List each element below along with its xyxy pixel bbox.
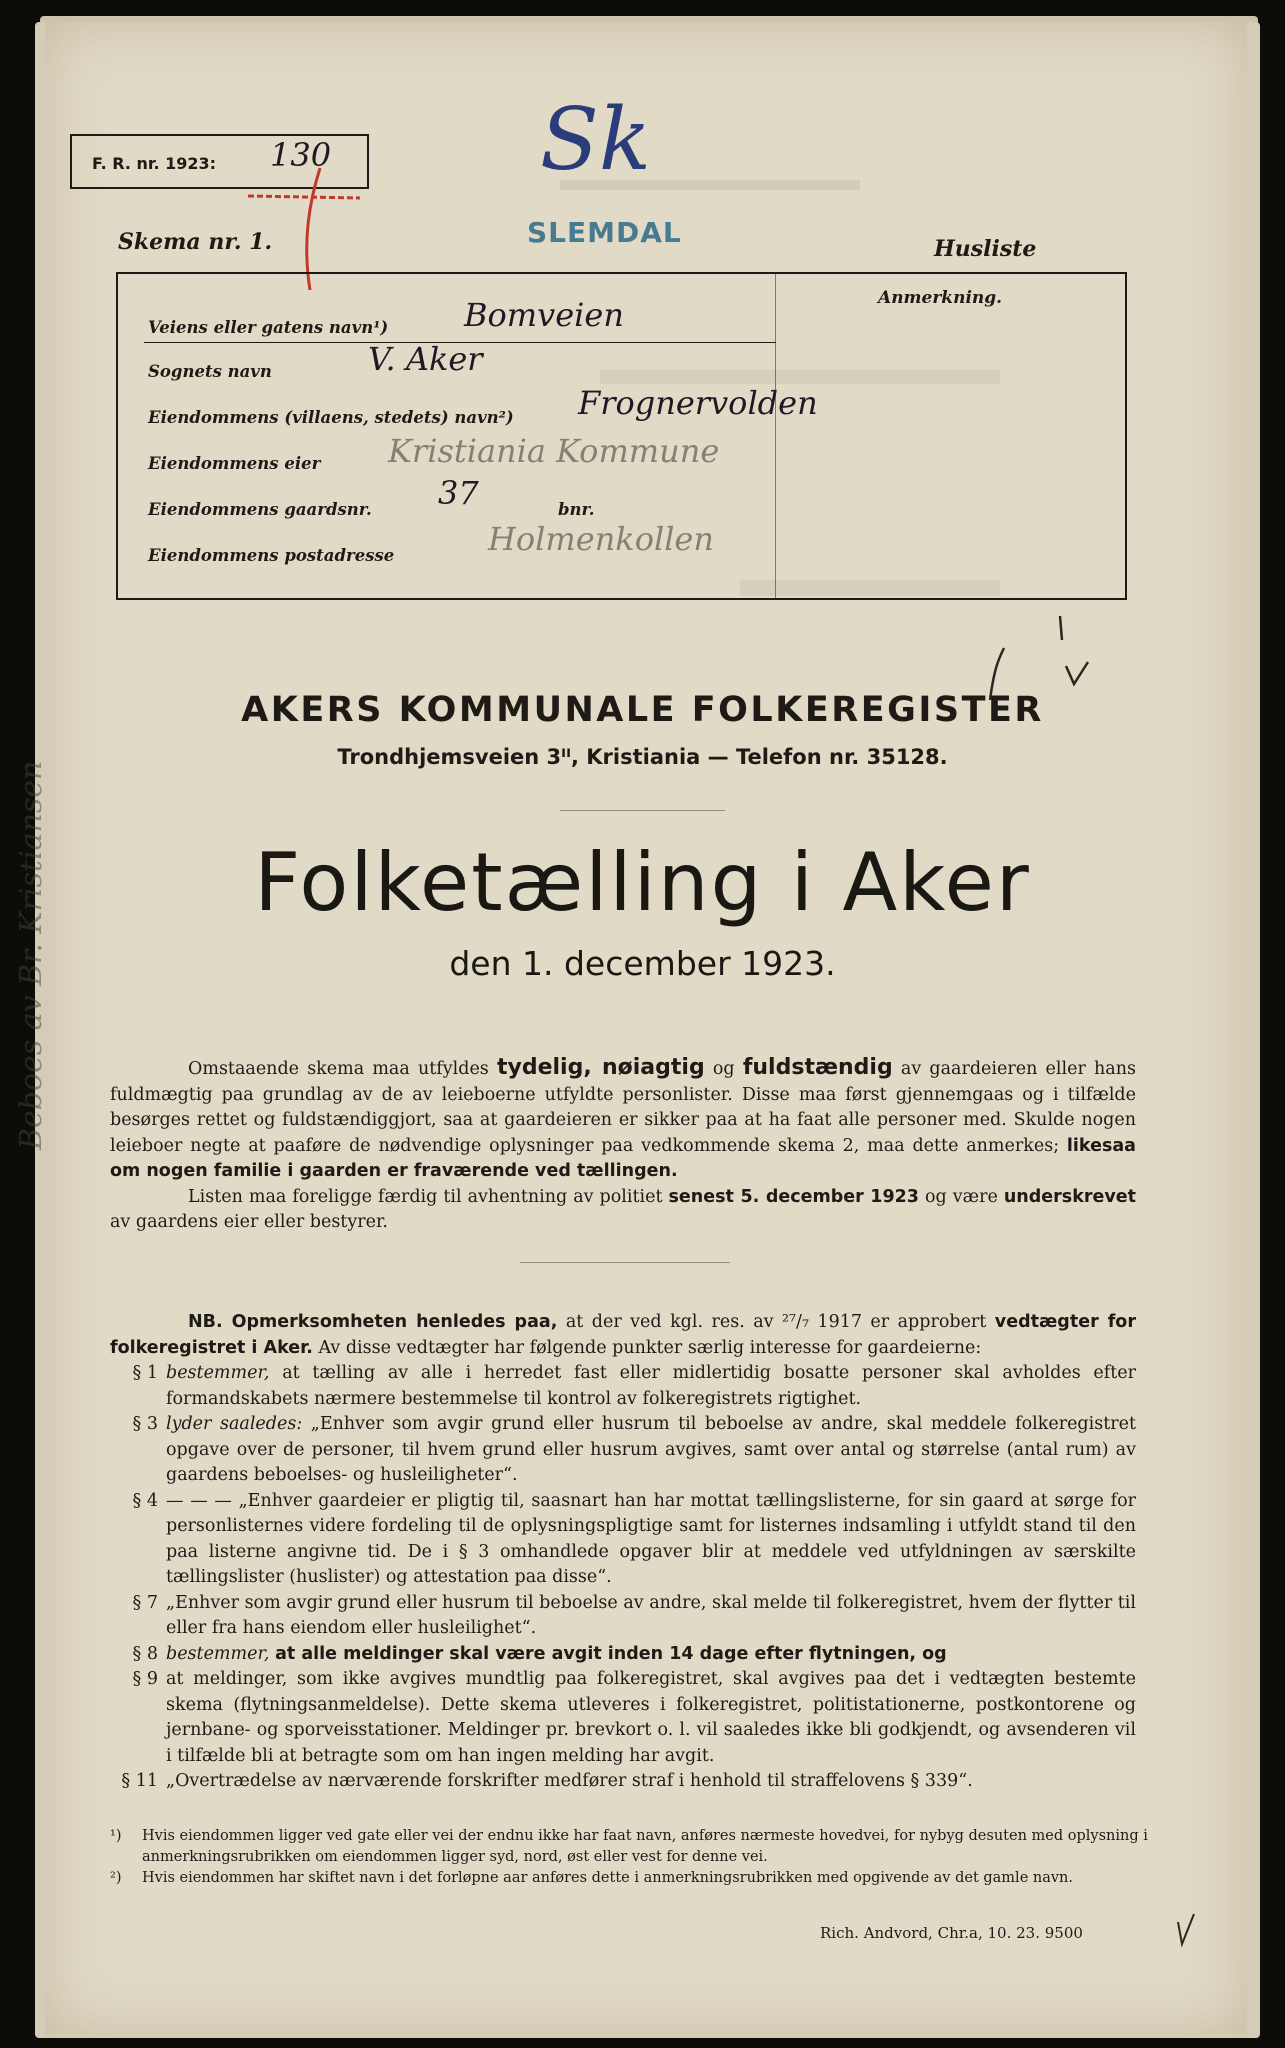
nb-paragraph — [110, 1310, 1136, 1361]
deadline-text: av gaardens eier eller bestyrer. — [110, 1212, 388, 1232]
margin-pencil-note: Beboes av Br. Kristiansen — [14, 760, 49, 1150]
section-lead: bestemmer, — [166, 1363, 270, 1383]
postal-address-value: Holmenkollen — [488, 520, 714, 558]
nb-emphasis: vedtægter for folkeregistret i Aker. — [110, 1312, 1136, 1358]
husliste-heading: Husliste — [934, 236, 1037, 262]
section-8 — [110, 1642, 1136, 1668]
section-text: „Enhver som avgir grund eller husrum til beboelse av andre, skal meddele folkeregistret opgave over de personer, til hvem grund eller husrum avgives, samt over antal og størrelse (antal rum) av gaardens beboelses- og husleiligheter“. — [166, 1414, 1136, 1485]
intro-emphasis: tydelig, nøiagtig — [496, 1055, 705, 1080]
farm-number-value: 37 — [438, 474, 479, 512]
section-lead: lyder saaledes: — [166, 1414, 303, 1434]
section-symbol: § 11 — [121, 1771, 158, 1791]
section-11 — [110, 1769, 1136, 1795]
section-symbol: § 8 — [132, 1643, 158, 1664]
signature-requirement: underskrevet — [1003, 1186, 1136, 1207]
fr-number: 130 — [270, 136, 332, 174]
check-mark — [1172, 1910, 1202, 1950]
section-lead: — — — — [166, 1490, 232, 1511]
footnote-1 — [110, 1826, 1150, 1868]
intro-text: og — [712, 1059, 735, 1079]
section-7 — [110, 1591, 1136, 1642]
section-9 — [110, 1667, 1136, 1769]
footnote-text: Hvis eiendommen ligger ved gate eller vei der endnu ikke har faat navn, anføres nærmeste hovedvei, for nybyg desuten med oplysning i anmerkningsrubrikken om eiendommen ligger syd, nord, øst eller vest for denne vei. — [142, 1828, 1148, 1865]
schema-number: Skema nr. 1. — [118, 229, 273, 255]
document-title: Folketælling i Aker — [254, 836, 1031, 929]
instructions-text — [110, 1055, 1136, 1236]
footnote-mark: ¹) — [110, 1828, 122, 1844]
farm-number-label: Eiendommens gaardsnr. — [148, 500, 372, 519]
section-symbol: § 9 — [132, 1669, 158, 1689]
census-date: den 1. december 1923. — [449, 944, 836, 983]
column-divider — [775, 274, 776, 598]
section-text: at meldinger, som ikke avgives mundtlig paa folkeregistret, skal avgives paa det i vedtægten bestemte skema (flytningsanmeldelse). Dette skema utleveres i folkeregistret, politistationerne, postkontorene og jernbane- og sporveisstationer. Meldinger pr. brevkort o. l. vil saaledes ikke bli godkjendt, og avsenderen vil i tilfælde bli at betragte som om han ingen melding har avgit. — [166, 1669, 1136, 1766]
deadline-date: senest 5. december 1923 — [668, 1186, 919, 1207]
section-3 — [110, 1412, 1136, 1489]
footnote-2 — [110, 1868, 1150, 1889]
slemdal-stamp: SLEMDAL — [527, 216, 682, 249]
section-lead: bestemmer, — [166, 1643, 270, 1664]
footnotes — [110, 1826, 1150, 1889]
regulations-text — [110, 1310, 1136, 1795]
postal-address-label: Eiendommens postadresse — [148, 546, 395, 565]
intro-text: av gaardeieren eller hans fuldmægtig paa grundlag av de av leieboerne utfyldte personlister. Disse maa først gjennemgaas og i tilfælde besørges rettet og fuldstændiggjort, saa at gaardeieren er sikker paa at ha faat alle personer med. Skulde nogen leieboer negte at paaføre de nødvendige oplysninger paa vedkommende skema 2, maa dette anmerkes; — [110, 1059, 1136, 1156]
anmerkning-heading: Anmerkning. — [878, 288, 1003, 308]
property-name-value: Frognervolden — [578, 384, 818, 422]
deadline-text: og være — [925, 1186, 998, 1207]
nb-heading: NB. Opmerksomheten henledes paa, — [188, 1312, 558, 1332]
organization-name: AKERS KOMMUNALE FOLKEREGISTER — [241, 690, 1044, 730]
intro-text: Omstaaende skema maa utfyldes — [188, 1059, 489, 1079]
section-text: „Enhver som avgir grund eller husrum til beboelse av andre, skal melde til folkeregistret, hvem der flytter til eller fra hans eiendom eller husleilighet“. — [166, 1592, 1136, 1638]
owner-label: Eiendommens eier — [148, 454, 321, 473]
section-symbol: § 4 — [132, 1490, 158, 1511]
initials-signature: Sk — [540, 90, 652, 190]
nb-text: Av disse vedtægter har følgende punkter særlig interesse for gaardeierne: — [318, 1337, 982, 1358]
street-label: Veiens eller gatens navn¹) — [148, 318, 389, 337]
section-symbol: § 3 — [132, 1414, 158, 1434]
section-1 — [110, 1361, 1136, 1412]
footnote-mark: ²) — [110, 1870, 122, 1886]
parish-value: V. Aker — [368, 340, 483, 378]
intro-emphasis: fuldstændig — [742, 1055, 893, 1080]
footnote-text: Hvis eiendommen har skiftet navn i det forløpne aar anføres dette i anmerkningsrubrikken med opgivende av det gamle navn. — [142, 1870, 1074, 1886]
section-text: at alle meldinger skal være avgit inden 14 dage efter flytningen, og — [275, 1643, 947, 1664]
deadline-text: Listen maa foreligge færdig til avhentning av politiet — [188, 1186, 663, 1207]
section-text: „Enhver gaardeier er pligtig til, saasnart han har mottat tællingslisterne, for sin gaard at sørge for personlisternes videre fordeling til de oplysningspligtige samt for listernes indsamling i utfyldt stand til den paa listerne angivne tid. De i § 3 omhandlede opgaver blir at meddele ved utfyldningen av særskilte tællingslister (huslister) og attestation paa disse“. — [166, 1490, 1136, 1587]
intro-emphasis: likesaa om nogen familie i gaarden er fraværende ved tællingen. — [110, 1135, 1136, 1181]
divider — [520, 1262, 730, 1263]
fr-label: F. R. nr. 1923: — [92, 154, 217, 173]
divider — [560, 810, 725, 811]
owner-value: Kristiania Kommune — [388, 432, 720, 470]
nb-text: at der ved kgl. res. av ²⁷/₇ 1917 er approbert — [565, 1312, 987, 1332]
parish-label: Sognets navn — [148, 362, 272, 381]
property-name-label: Eiendommens (villaens, stedets) navn²) — [148, 408, 514, 427]
section-text: „Overtrædelse av nærværende forskrifter medfører straf i henhold til straffelovens § 339“. — [166, 1771, 973, 1791]
instructions-paragraph-2 — [110, 1185, 1136, 1236]
organization-address: Trondhjemsveien 3ᴵᴵ, Kristiania — Telefon nr. 35128. — [337, 745, 948, 769]
section-symbol: § 1 — [132, 1363, 158, 1383]
street-value: Bomveien — [464, 296, 624, 334]
printer-imprint: Rich. Andvord, Chr.a, 10. 23. 9500 — [820, 1924, 1083, 1942]
section-4 — [110, 1489, 1136, 1591]
section-text: at tælling av alle i herredet fast eller midlertidig bosatte personer skal avholdes efter formandskabets nærmere bestemmelse til kontrol av folkeregistrets rigtighet. — [166, 1363, 1136, 1409]
bnr-label: bnr. — [558, 500, 595, 519]
property-form-box — [116, 272, 1127, 600]
section-symbol: § 7 — [132, 1592, 158, 1613]
instructions-paragraph-1 — [110, 1055, 1136, 1185]
